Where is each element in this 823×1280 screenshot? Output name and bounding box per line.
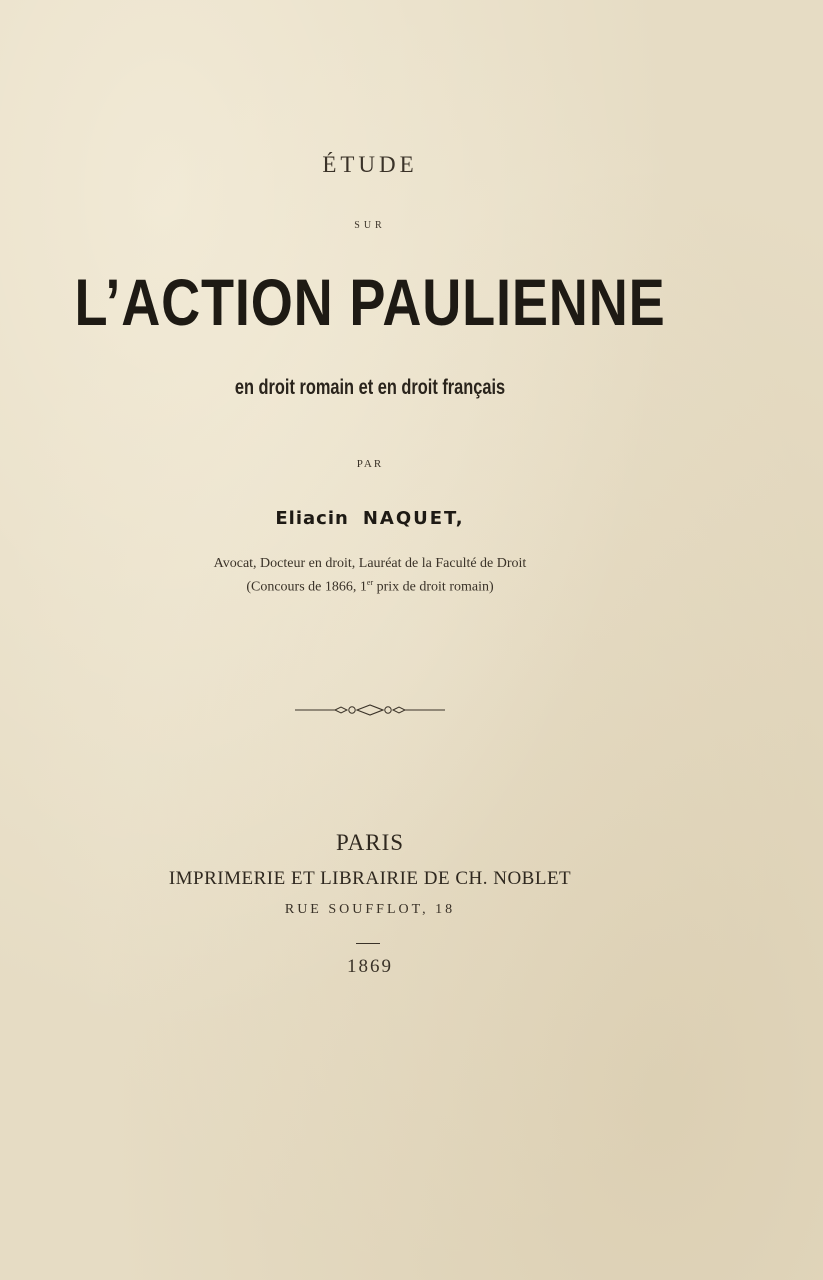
book-title: L’ACTION PAULIENNE — [74, 265, 666, 339]
author-name — [0, 508, 740, 529]
short-rule-divider — [356, 943, 380, 944]
heading-sur: SUR — [354, 220, 386, 231]
author-award — [0, 578, 740, 596]
award-text-start: (Concours de 1866, 1 — [246, 579, 367, 595]
award-superscript: er — [366, 578, 374, 587]
printer-name: IMPRIMERIE ET LIBRAIRIE DE CH. NOBLET — [168, 868, 572, 889]
author-last-name: NAQUET, — [362, 508, 465, 529]
by-label: PAR — [356, 458, 384, 470]
publication-year: 1869 — [347, 956, 393, 977]
author-credentials: Avocat, Docteur en droit, Lauréat de la Faculté de Droit — [213, 556, 527, 571]
author-first-name: Eliacin — [275, 508, 349, 529]
publication-city: PARIS — [335, 830, 405, 855]
book-subtitle: en droit romain et en droit français — [234, 376, 506, 399]
ornament-divider-icon — [295, 700, 445, 720]
printer-address: RUE SOUFFLOT, 18 — [284, 902, 456, 917]
heading-etude: ÉTUDE — [322, 152, 418, 177]
award-text-end: prix de droit romain) — [373, 579, 494, 595]
